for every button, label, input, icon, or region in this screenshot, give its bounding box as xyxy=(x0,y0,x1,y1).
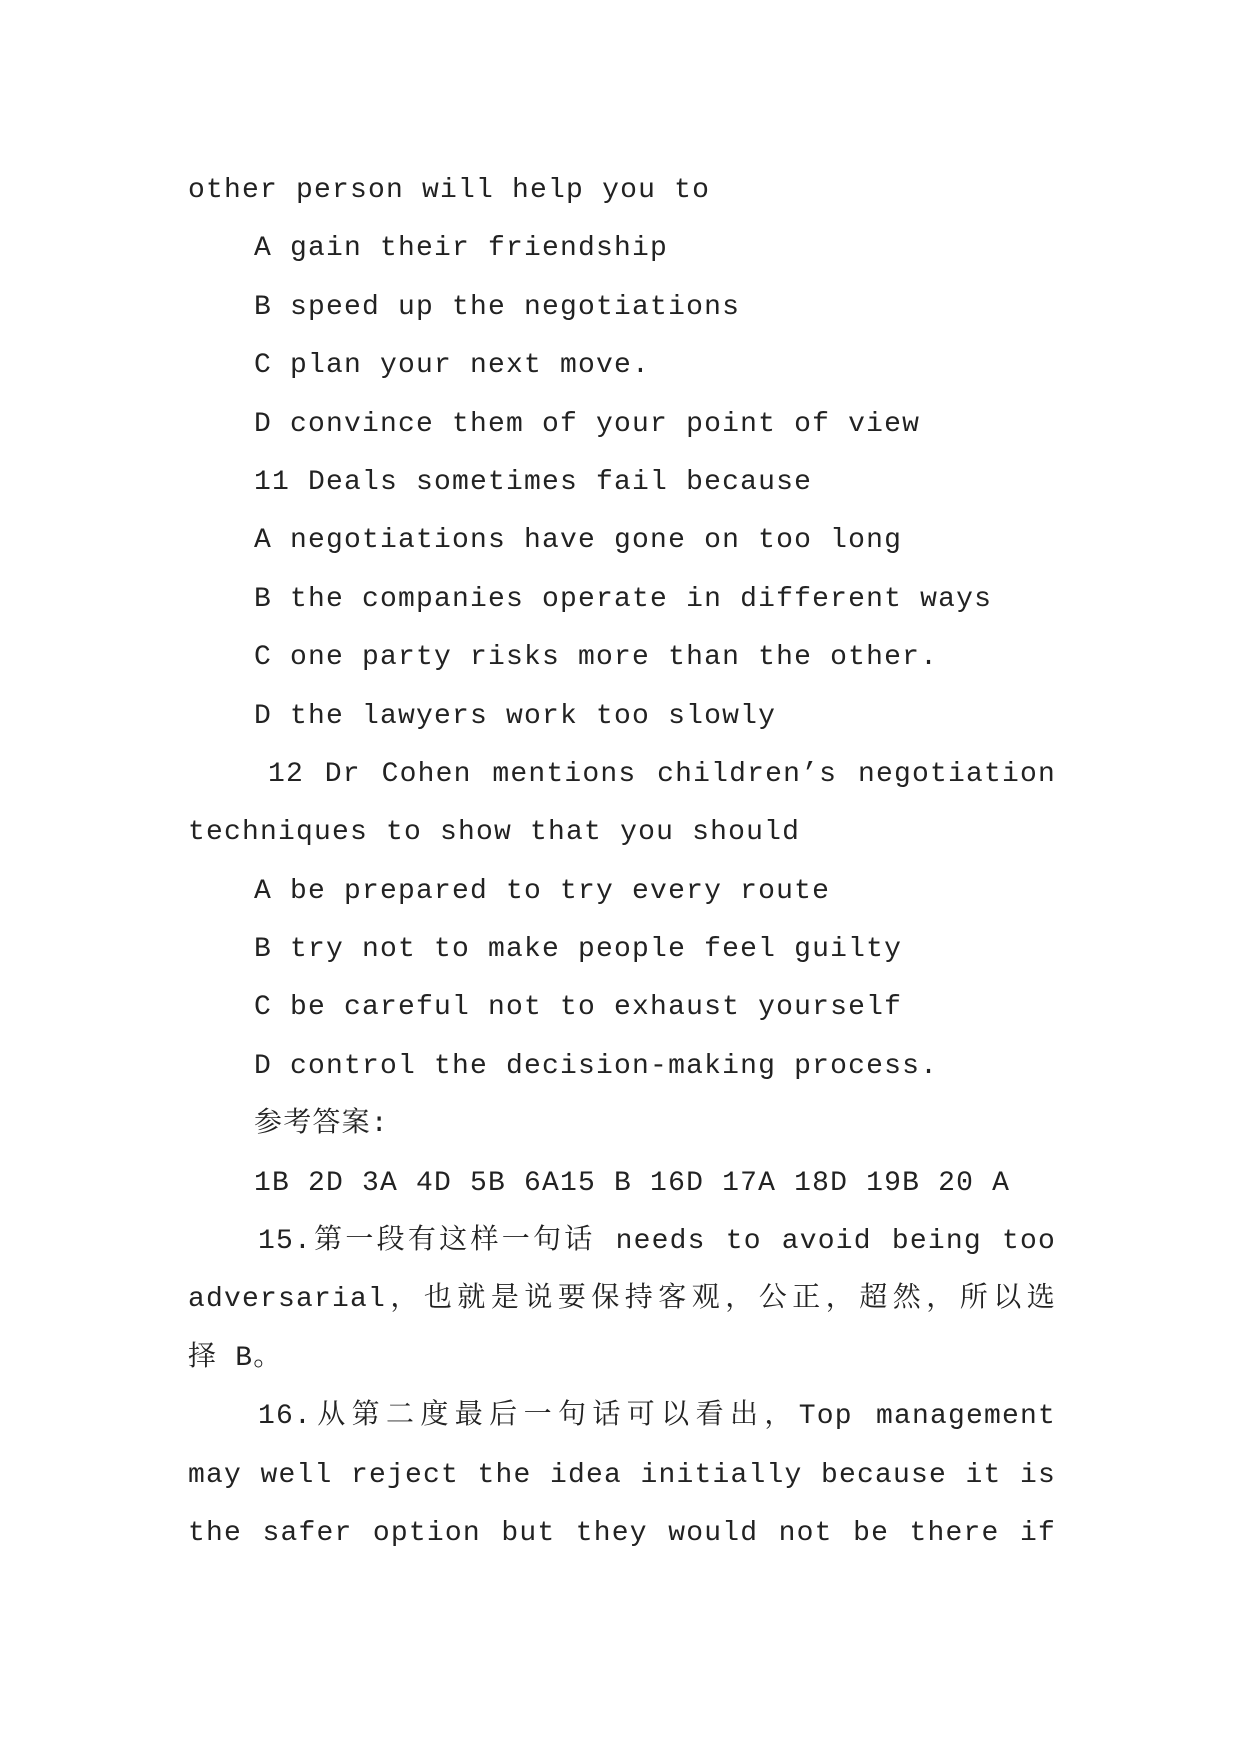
option-b: B try not to make people feel guilty xyxy=(254,934,903,966)
text-line: adversarial，也就是说要保持客观，公正，超然，所以选 xyxy=(188,1284,1056,1316)
option-a: A negotiations have gone on too long xyxy=(254,525,903,557)
option-d: D control the decision-making process. xyxy=(254,1050,939,1082)
text-line: 择 B。 xyxy=(188,1342,283,1374)
option-a: A gain their friendship xyxy=(254,233,669,265)
explanation-15: 15.第一段有这样一句话 needs to avoid being too xyxy=(258,1226,1056,1258)
text-line: techniques to show that you should xyxy=(188,817,801,849)
option-c: C be careful not to exhaust yourself xyxy=(254,992,903,1024)
text-line: may well reject the idea initially because it is xyxy=(188,1459,1056,1491)
question-12: 12 Dr Cohen mentions children’s negotiation xyxy=(268,758,1056,790)
text-line: other person will help you to xyxy=(188,175,711,206)
option-b: B speed up the negotiations xyxy=(254,291,741,323)
option-d: D convince them of your point of view xyxy=(254,408,921,440)
option-b: B the companies operate in different ways xyxy=(254,583,993,615)
option-c: C plan your next move. xyxy=(254,350,651,382)
text-line: the safer option but they would not be there if xyxy=(188,1517,1056,1549)
question-11: 11 Deals sometimes fail because xyxy=(254,466,813,498)
answers-heading: 参考答案: xyxy=(254,1109,389,1141)
answer-key: 1B 2D 3A 4D 5B 6A15 B 16D 17A 18D 19B 20 A xyxy=(254,1167,1011,1199)
explanation-16: 16.从第二度最后一句话可以看出，Top management xyxy=(258,1401,1056,1433)
option-c: C one party risks more than the other. xyxy=(254,642,939,674)
document-page xyxy=(188,162,1056,1563)
option-d: D the lawyers work too slowly xyxy=(254,700,777,732)
option-a: A be prepared to try every route xyxy=(254,875,831,907)
